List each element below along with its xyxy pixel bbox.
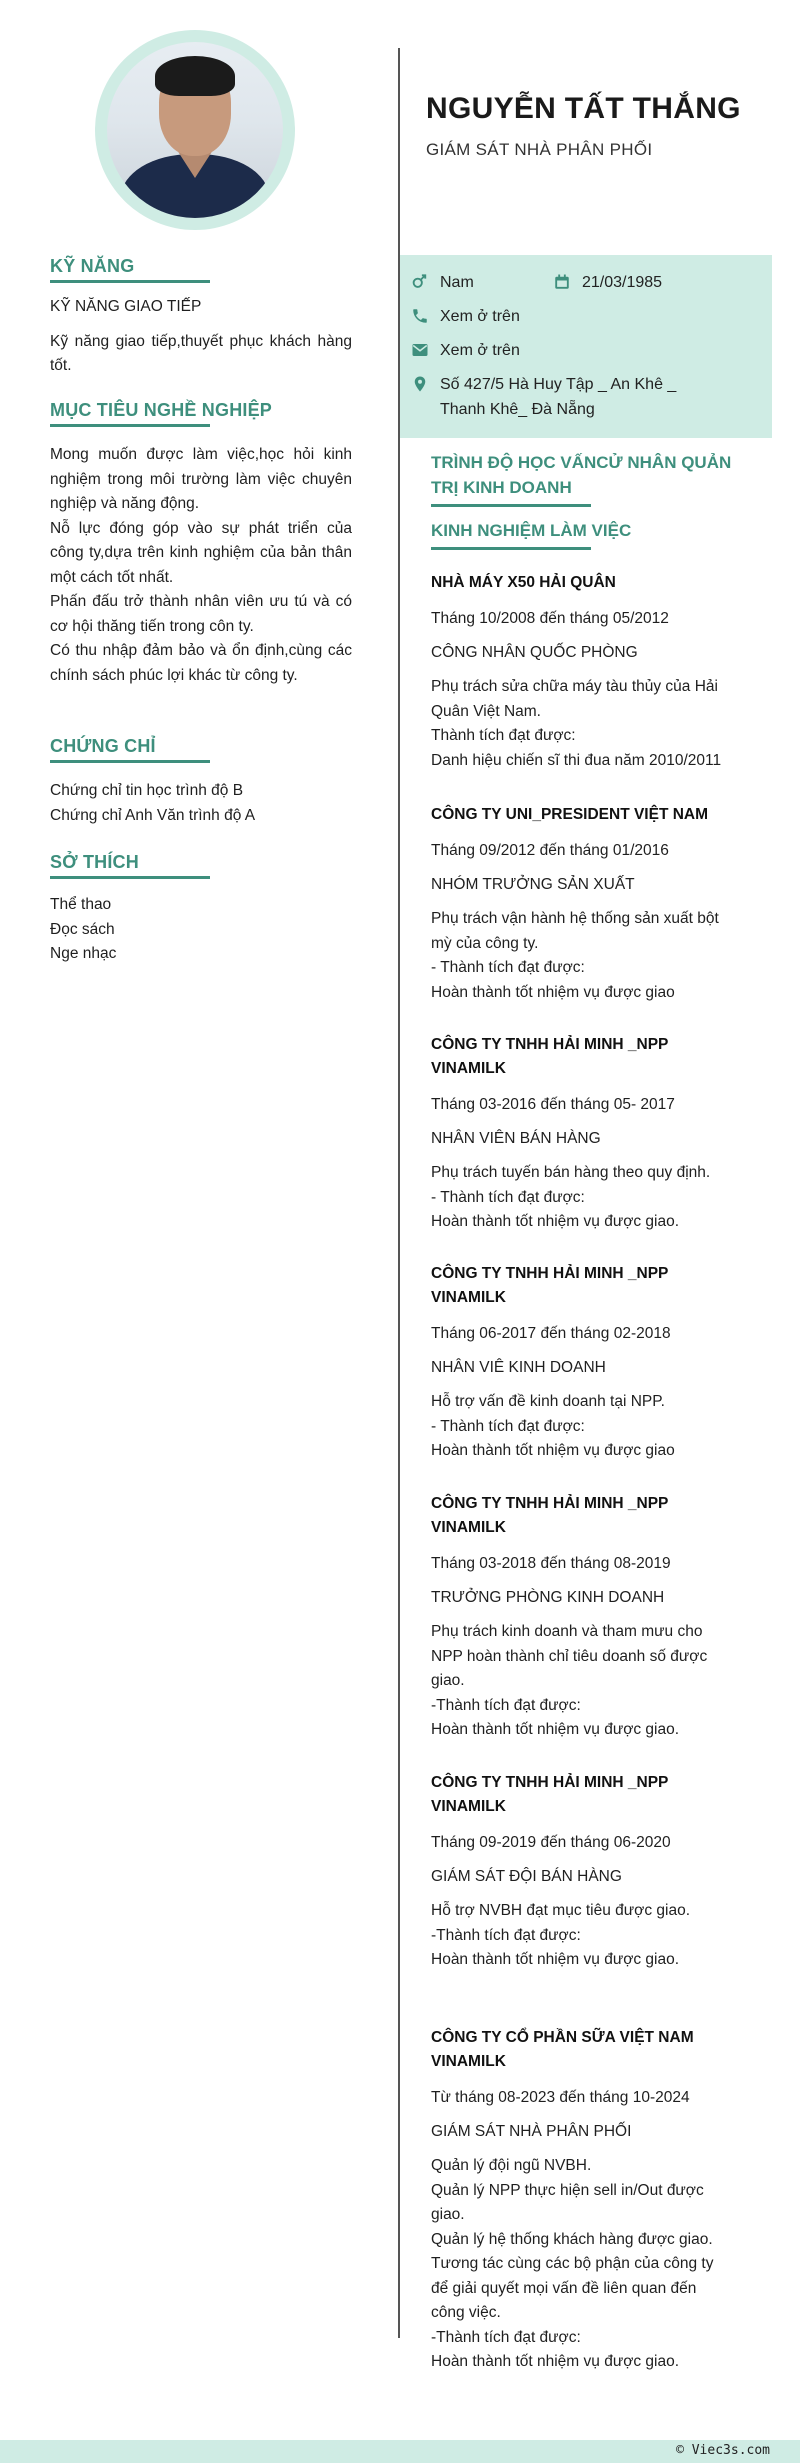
job-period: Từ tháng 08-2023 đến tháng 10-2024 [431,2089,690,2106]
objective-paragraph: Mong muốn được làm việc,học hỏi kinh nghiệm trong môi trường làm việc chuyên nghiệp và năng động. [50,446,352,512]
job-description: Phụ trách kinh doanh và tham mưu cho NPP hoàn thành chỉ tiêu doanh số được giao. -Thành tích đạt được: Hoàn thành tốt nhiệm vụ được giao. [431,1623,708,1738]
job-position: TRƯỞNG PHÒNG KINH DOANH [431,1589,665,1606]
job-position: GIÁM SÁT ĐỘI BÁN HÀNG [431,1868,622,1885]
education-title: TRÌNH ĐỘ HỌC VẤNCỬ NHÂN QUẢN TRỊ KINH DOANH [431,450,731,507]
job-period: Tháng 09-2019 đến tháng 06-2020 [431,1834,671,1851]
job-period: Tháng 03-2016 đến tháng 05- 2017 [431,1096,675,1113]
job-entry [431,1492,776,1743]
avatar [107,42,283,218]
avatar-frame [95,30,295,230]
certificate-item: Chứng chỉ Anh Văn trình độ A [50,806,256,824]
envelope-icon [411,341,429,359]
job-description: Quản lý đội ngũ NVBH. Quản lý NPP thực hiện sell in/Out được giao. Quản lý hệ thống khách hàng được giao. Tương tác cùng các bộ phận của công ty để giải quyết mọi vấn đề liên quan đến công việc. -Thành tích đạt được: Hoàn thành tốt nhiệm vụ được giao. [431,2157,714,2370]
certificate-item: Chứng chỉ tin học trình độ B [50,782,244,799]
job-position: NHÓM TRƯỞNG SẢN XUẤT [431,876,635,893]
job-entry [431,803,776,1005]
job-role: GIÁM SÁT NHÀ PHÂN PHỐI [426,140,653,159]
skill-desc: Kỹ năng giao tiếp,thuyết phục khách hàng tốt. [50,332,352,374]
job-entry [431,1771,776,1973]
experience-title: KINH NGHIỆM LÀM VIỆC [431,518,631,550]
certificates-section [50,736,352,828]
hobbies-title: SỞ THÍCH [50,852,139,879]
job-description: Phụ trách sửa chữa máy tàu thủy của Hải Quân Việt Nam. Thành tích đạt được: Danh hiệu chiến sĩ thi đua năm 2010/2011 [431,678,722,769]
objective-title: MỤC TIÊU NGHỀ NGHIỆP [50,400,272,427]
hobby-item: Nge nhạc [50,945,117,962]
job-period: Tháng 03-2018 đến tháng 08-2019 [431,1555,671,1572]
job-company: CÔNG TY TNHH HẢI MINH _NPP VINAMILK [431,1265,669,1306]
objective-section [50,400,352,688]
job-company: CÔNG TY TNHH HẢI MINH _NPP VINAMILK [431,1495,669,1536]
skills-section [50,256,352,379]
job-period: Tháng 09/2012 đến tháng 01/2016 [431,842,669,859]
objective-paragraph: Có thu nhập đảm bảo và ổn định,cùng các chính sách phúc lợi khác từ công ty. [50,642,352,684]
phone-icon [411,307,429,325]
hobby-item: Thể thao [50,896,112,913]
location-pin-icon [411,375,429,393]
contact-email: Xem ở trên [411,338,520,363]
contact-panel [400,255,772,438]
full-name: NGUYỄN TẤT THẮNG [426,92,741,125]
job-description: Phụ trách vận hành hệ thống sản xuất bột mỳ của công ty. - Thành tích đạt được: Hoàn thành tốt nhiệm vụ được giao [431,910,719,1001]
job-entry [431,2026,776,2375]
job-description: Hỗ trợ NVBH đạt mục tiêu được giao. -Thành tích đạt được: Hoàn thành tốt nhiệm vụ được giao. [431,1902,690,1968]
job-entry [431,1033,776,1235]
job-description: Hỗ trợ vấn đề kinh doanh tại NPP. - Thành tích đạt được: Hoàn thành tốt nhiệm vụ được giao [431,1393,675,1459]
contact-address: Số 427/5 Hà Huy Tập _ An Khê _ Thanh Khê_ Đà Nẵng [411,372,676,422]
job-company: CÔNG TY TNHH HẢI MINH _NPP VINAMILK [431,1774,669,1815]
objective-paragraph: Nỗ lực đóng góp vào sự phát triển của công ty,dựa trên kinh nghiệm của bản thân một cách tốt nhất. [50,519,352,586]
skill-name: KỸ NĂNG GIAO TIẾP [50,298,202,315]
job-company: CÔNG TY UNI_PRESIDENT VIỆT NAM [431,806,709,823]
gender-icon [411,273,429,291]
contact-phone: Xem ở trên [411,304,520,329]
job-company: NHÀ MÁY X50 HẢI QUÂN [431,574,616,591]
job-position: NHÂN VIÊN BÁN HÀNG [431,1130,601,1147]
job-entry [431,1262,776,1464]
job-description: Phụ trách tuyến bán hàng theo quy định. - Thành tích đạt được: Hoàn thành tốt nhiệm vụ được giao. [431,1164,711,1230]
job-company: CÔNG TY CỔ PHẦN SỮA VIỆT NAM VINAMILK [431,2029,694,2070]
job-period: Tháng 10/2008 đến tháng 05/2012 [431,610,669,627]
job-period: Tháng 06-2017 đến tháng 02-2018 [431,1325,671,1342]
job-position: NHÂN VIÊ KINH DOANH [431,1359,606,1376]
contact-birthday: 21/03/1985 [553,270,662,295]
footer-credit: © Viec3s.com [676,2443,770,2458]
contact-gender: Nam [411,270,474,295]
objective-paragraph: Phấn đấu trở thành nhân viên ưu tú và có cơ hội thăng tiến trong côn ty. [50,593,352,635]
job-position: GIÁM SÁT NHÀ PHÂN PHỐI [431,2123,632,2140]
certificates-title: CHỨNG CHỈ [50,736,156,763]
job-entry [431,571,776,773]
skills-title: KỸ NĂNG [50,256,134,283]
hobby-item: Đọc sách [50,920,115,938]
hobbies-section [50,852,352,967]
job-position: CÔNG NHÂN QUỐC PHÒNG [431,644,638,661]
calendar-icon [553,273,571,291]
job-company: CÔNG TY TNHH HẢI MINH _NPP VINAMILK [431,1036,669,1077]
footer-bar [0,2440,800,2463]
